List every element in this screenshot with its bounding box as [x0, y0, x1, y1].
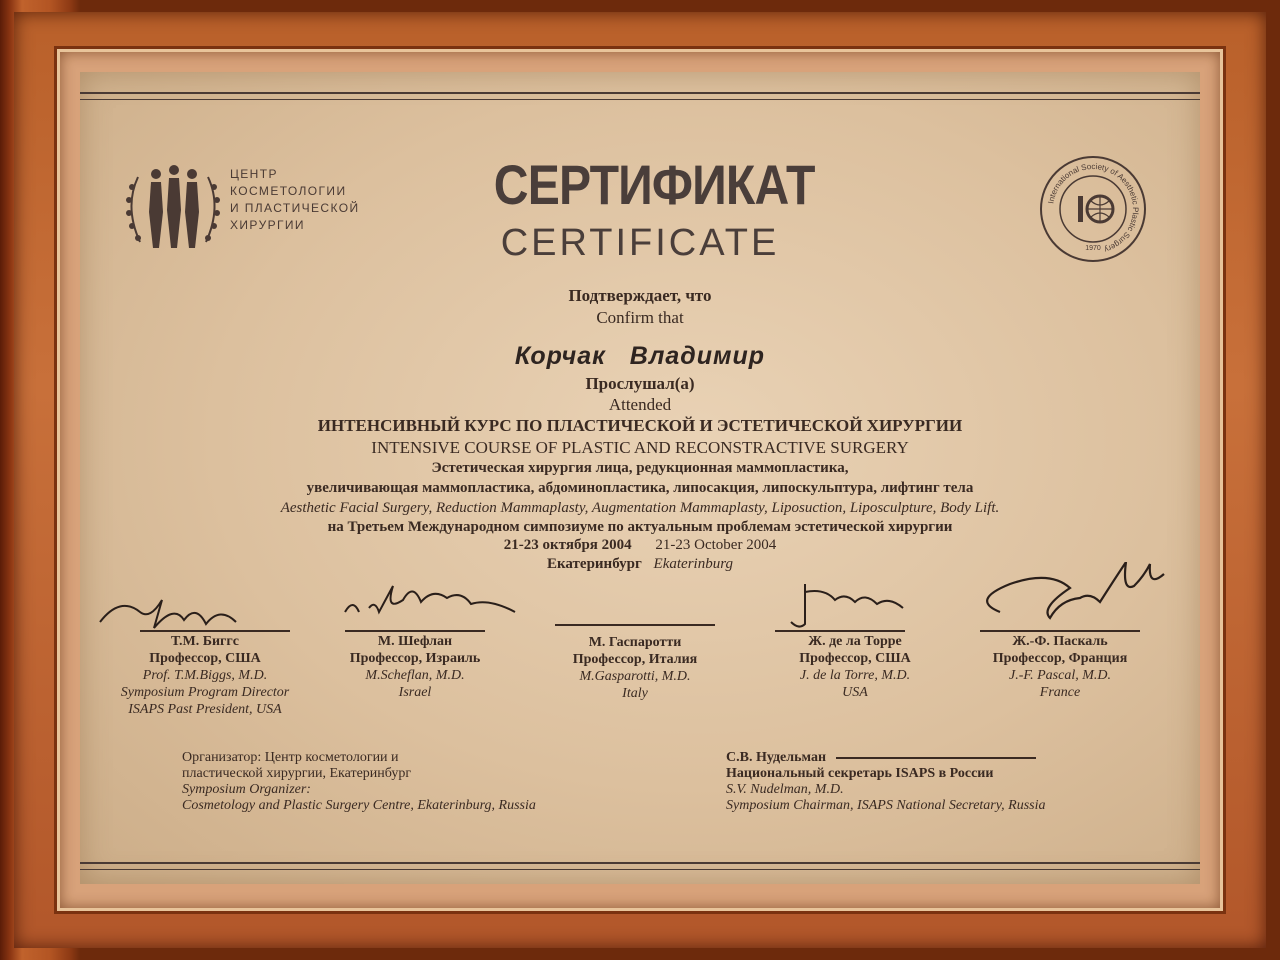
- organizer-ru-line: пластической хирургии, Екатеринбург: [182, 766, 412, 781]
- organizer-en-line: Symposium Organizer:: [182, 782, 311, 797]
- secretary-title: Национальный секретарь ISAPS в России: [726, 766, 994, 781]
- topics-english: Aesthetic Facial Surgery, Reduction Mammaplasty, Augmentation Mammaplasty, Liposuction, Liposculpture, Body Lift.: [280, 500, 1000, 516]
- signatory-biggs: [90, 592, 320, 718]
- secretary-name: С.В. Нудельман: [726, 750, 827, 765]
- handwritten-signature: [785, 582, 935, 632]
- signatory-en-line: J. de la Torre, M.D.: [799, 668, 911, 683]
- date-line: [80, 537, 1200, 554]
- organizer-ru-line: Организатор: Центр косметологии и: [182, 750, 399, 765]
- title-russian: СЕРТИФИКАТ: [493, 153, 815, 216]
- logo-line: КОСМЕТОЛОГИИ: [230, 184, 347, 198]
- clinic-logo-text: [230, 166, 390, 234]
- signature-line: [836, 757, 1036, 759]
- secretary-en-line: S.V. Nudelman, M.D.: [726, 782, 844, 797]
- isaps-seal-icon: [1038, 154, 1148, 264]
- signatory-en-line: Israel: [398, 685, 432, 700]
- secretary-name-line: [726, 750, 1046, 766]
- date-russian: 21-23 октября 2004: [503, 537, 632, 553]
- signatory-en-line: USA: [842, 685, 868, 700]
- signatory-title: Профессор, Израиль: [349, 651, 481, 666]
- recipient-name: [80, 342, 1200, 371]
- secretary-en-line: Symposium Chairman, ISAPS National Secretary, Russia: [726, 798, 1046, 813]
- certificate-paper: [80, 72, 1200, 884]
- signatory-name: М. Гаспаротти: [588, 635, 682, 650]
- signatory-en-line: Symposium Program Director: [120, 685, 290, 700]
- attended-russian: Прослушал(а): [585, 374, 695, 393]
- topics-russian-line2: увеличивающая маммопластика, абдоминопластика, липосакция, липоскульптура, лифтинг тела: [306, 480, 974, 496]
- signatory-pascal: [960, 592, 1160, 701]
- signatory-gasparotti: [535, 592, 735, 702]
- topics-russian-line1: Эстетическая хирургия лица, редукционная маммопластика,: [431, 460, 849, 476]
- signatory-name: Т.М. Биггс: [171, 634, 239, 649]
- signatory-title: Профессор, Италия: [572, 652, 698, 667]
- signatory-name: М. Шефлан: [377, 634, 453, 649]
- signatory-title: Профессор, Франция: [992, 651, 1128, 666]
- attended-english: Attended: [608, 395, 672, 414]
- course-english: INTENSIVE COURSE OF PLASTIC AND RECONSTRACTIVE SURGERY: [371, 438, 909, 457]
- organizer-block: [182, 750, 536, 814]
- logo-line: ХИРУРГИИ: [230, 218, 305, 232]
- title-english: CERTIFICATE: [500, 222, 780, 264]
- organizer-en-line: Cosmetology and Plastic Surgery Centre, Ekaterinburg, Russia: [182, 798, 536, 813]
- handwritten-signature: [970, 562, 1170, 632]
- logo-line: И ПЛАСТИЧЕСКОЙ: [230, 201, 360, 215]
- seal-text: International Society of Aesthetic Plastic Surgery: [1046, 161, 1141, 255]
- signatory-en-line: France: [1039, 685, 1081, 700]
- logo-line: ЦЕНТР: [230, 167, 278, 181]
- city-russian: Екатеринбург: [547, 556, 642, 572]
- signatory-scheflan: [315, 592, 515, 701]
- handwritten-signature: [96, 592, 276, 632]
- confirm-english: Confirm that: [596, 308, 684, 327]
- handwritten-signature: [335, 584, 565, 634]
- signatory-en-line: Prof. T.M.Biggs, M.D.: [142, 668, 268, 683]
- top-border-rule: [80, 92, 1200, 100]
- signatory-name: Ж.-Ф. Паскаль: [1012, 634, 1108, 649]
- signatory-delatorre: [755, 592, 955, 701]
- bottom-border-rule: [80, 862, 1200, 870]
- signatory-en-line: Italy: [622, 686, 648, 701]
- signatory-title: Профессор, США: [799, 651, 911, 666]
- signature-line: [555, 624, 715, 626]
- signatory-name: Ж. де ла Торре: [808, 634, 902, 649]
- signatory-title: Профессор, США: [149, 651, 261, 666]
- confirm-russian: Подтверждает, что: [568, 286, 712, 305]
- course-russian: ИНТЕНСИВНЫЙ КУРС ПО ПЛАСТИЧЕСКОЙ И ЭСТЕТИЧЕСКОЙ ХИРУРГИИ: [317, 416, 963, 435]
- secretary-block: [726, 750, 1046, 814]
- seal-year: 1970: [1085, 245, 1101, 252]
- signatory-en-line: ISAPS Past President, USA: [128, 702, 282, 717]
- signatory-en-line: M.Scheflan, M.D.: [365, 668, 465, 683]
- clinic-logo-icon: [118, 152, 228, 262]
- date-english: 21-23 October 2004: [655, 537, 777, 553]
- signatory-en-line: J.-F. Pascal, M.D.: [1009, 668, 1111, 683]
- symposium-russian: на Третьем Международном симпозиуме по актуальным проблемам эстетической хирургии: [327, 519, 953, 535]
- recipient-first-name: Владимир: [629, 342, 766, 370]
- signatory-en-line: M.Gasparotti, M.D.: [579, 669, 691, 684]
- recipient-last-name: Корчак: [514, 342, 606, 370]
- city-english: Ekaterinburg: [653, 556, 733, 572]
